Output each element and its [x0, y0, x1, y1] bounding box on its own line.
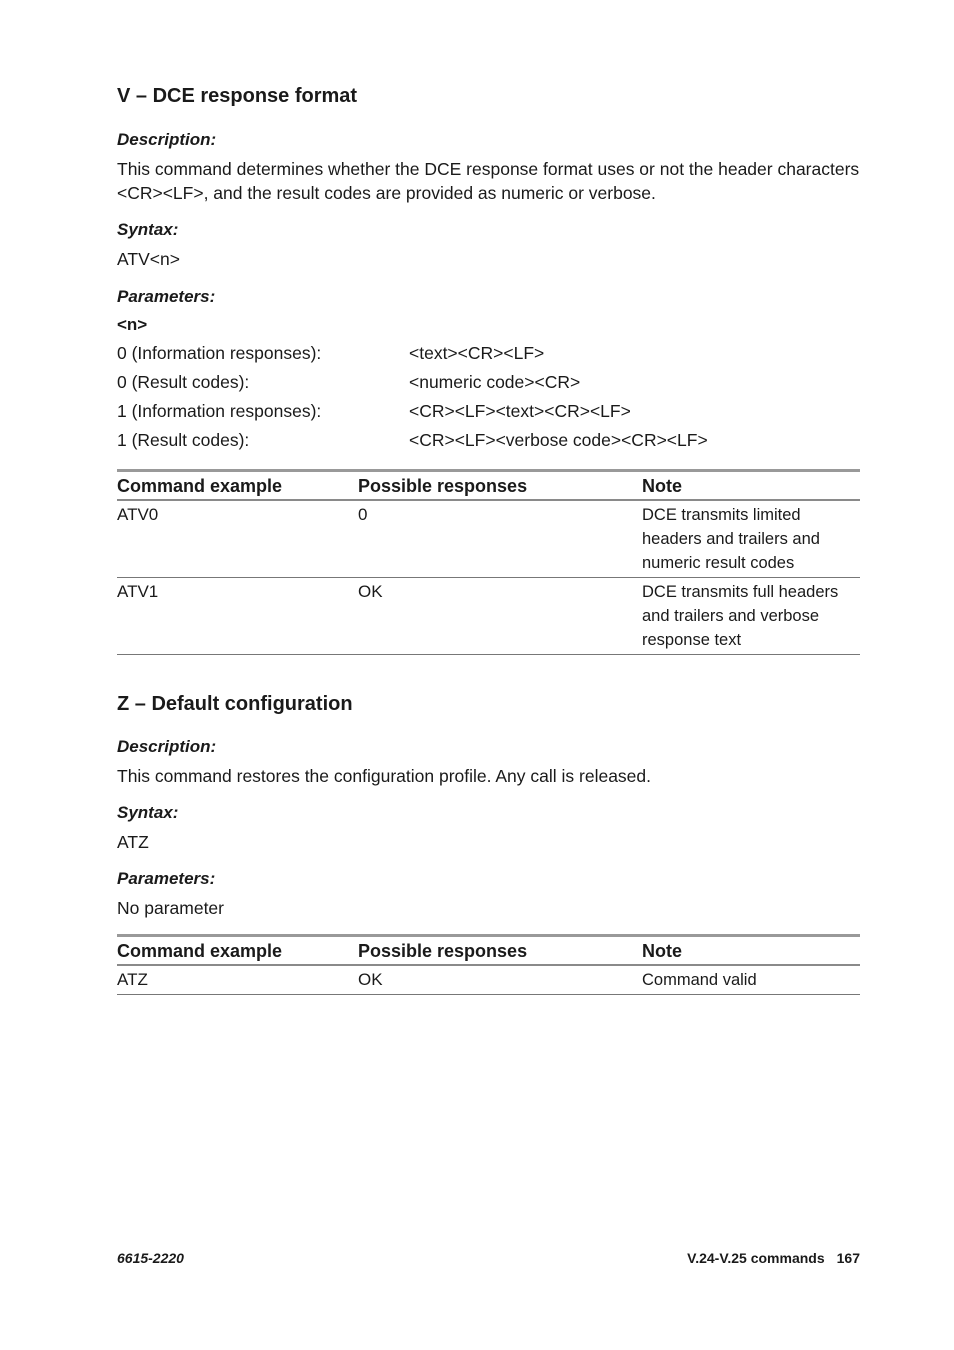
parameter-value: <numeric code><CR>	[409, 372, 581, 392]
parameters-label: Parameters:	[117, 869, 216, 888]
syntax-label: Syntax:	[117, 803, 179, 822]
command-table	[117, 469, 860, 655]
description-label: Description:	[117, 737, 217, 756]
description-label: Description:	[117, 130, 217, 149]
command-cell: ATV1	[117, 578, 358, 655]
table-header-row	[117, 471, 860, 501]
response-cell: OK	[358, 578, 642, 655]
response-cell: OK	[358, 965, 642, 995]
header-possible-responses: Possible responses	[358, 936, 642, 966]
parameter-value: <CR><LF><text><CR><LF>	[409, 401, 631, 421]
table-header-row	[117, 936, 860, 966]
parameter-row	[117, 397, 860, 426]
syntax-text: ATZ	[117, 832, 149, 852]
parameters-label: Parameters:	[117, 287, 216, 306]
chapter-title: V.24-V.25 commands	[687, 1250, 825, 1266]
header-note: Note	[642, 471, 860, 501]
section-title: V – DCE response format	[117, 85, 358, 107]
header-note: Note	[642, 936, 860, 966]
table-row	[117, 965, 860, 995]
description-text: This command determines whether the DCE response format uses or not the header characters <CR><LF>, and the result codes are provided as numeric or verbose.	[117, 159, 860, 203]
parameter-row	[117, 426, 860, 455]
note-cell: DCE transmits limited headers and trailers and numeric result codes	[642, 500, 860, 578]
syntax-label: Syntax:	[117, 220, 179, 239]
note-cell: Command valid	[642, 965, 860, 995]
parameter-row	[117, 339, 860, 368]
footer-right	[675, 1250, 860, 1266]
header-command-example: Command example	[117, 936, 358, 966]
parameter-value: <CR><LF><verbose code><CR><LF>	[409, 430, 708, 450]
command-table	[117, 934, 860, 995]
section-title: Z – Default configuration	[117, 693, 353, 715]
section-v-dce-response-format	[117, 82, 860, 655]
syntax-text: ATV<n>	[117, 249, 180, 269]
parameter-key: 0 (Information responses):	[117, 343, 322, 363]
parameter-key: 1 (Information responses):	[117, 401, 322, 421]
header-possible-responses: Possible responses	[358, 471, 642, 501]
note-cell: DCE transmits full headers and trailers and verbose response text	[642, 578, 860, 655]
description-text: This command restores the configuration profile. Any call is released.	[117, 766, 652, 786]
response-cell: 0	[358, 500, 642, 578]
table-row	[117, 500, 860, 578]
section-z-default-configuration	[117, 690, 860, 995]
page-footer	[117, 1250, 860, 1274]
command-cell: ATZ	[117, 965, 358, 995]
parameters-text: No parameter	[117, 898, 224, 918]
parameter-row	[117, 368, 860, 397]
parameter-name: <n>	[117, 315, 148, 334]
table-row	[117, 578, 860, 655]
parameter-list	[117, 339, 860, 455]
command-cell: ATV0	[117, 500, 358, 578]
parameter-value: <text><CR><LF>	[409, 343, 545, 363]
document-number: 6615-2220	[117, 1250, 184, 1266]
header-command-example: Command example	[117, 471, 358, 501]
parameter-key: 0 (Result codes):	[117, 372, 250, 392]
page-number: 167	[836, 1250, 860, 1266]
parameter-key: 1 (Result codes):	[117, 430, 250, 450]
